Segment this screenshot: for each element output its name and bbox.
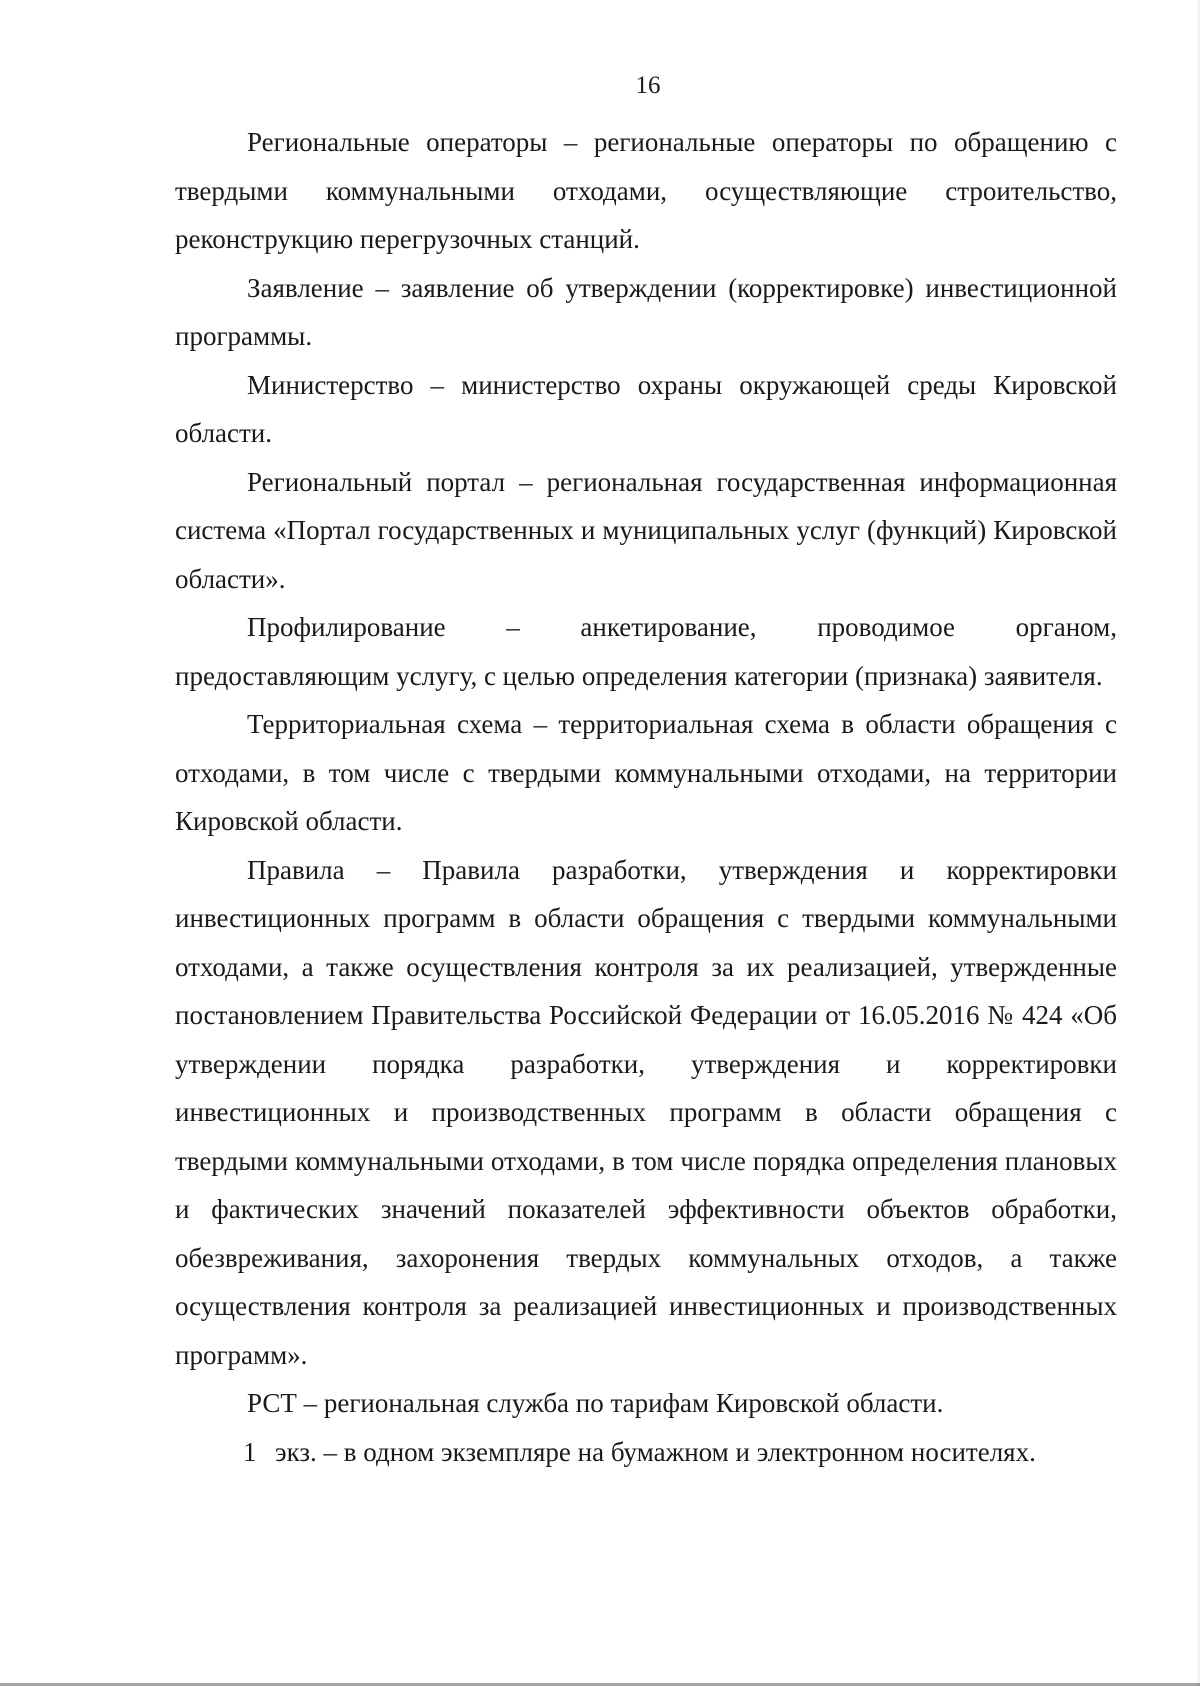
- definition-territorial-scheme: Территориальная схема – территориальная схема в области обращения с отходами, в том числе с твердыми коммунальными отходами, на территории Кировской области.: [175, 709, 1117, 836]
- document-body: [175, 118, 1117, 1476]
- definition-regional-operators: Региональные операторы – региональные операторы по обращению с твердыми коммунальными отходами, осуществляющие строительство, реконструкцию перегрузочных станций.: [175, 127, 1117, 254]
- definition-application: Заявление – заявление об утверждении (корректировке) инвестиционной программы.: [175, 272, 1117, 351]
- definition-rules: Правила – Правила разработки, утверждения и корректировки инвестиционных программ в области обращения с твердыми коммунальными отходами, а также осуществления контроля за их реализацией, утвержденные постановлением Правительства Российской Федерации от 16.05.2016 № 424 «Об утверждении порядка разработки, утверждения и корректировки инвестиционных и производственных программ в области обращения с твердыми коммунальными отходами, в том числе порядка определения плановых и фактических значений показателей эффективности объектов обработки, обезвреживания, захоронения твердых коммунальных отходов, а также осуществления контроля за реализацией инвестиционных и производственных программ».: [175, 854, 1117, 1370]
- definition-ministry: Министерство – министерство охраны окружающей среды Кировской области.: [175, 369, 1117, 448]
- page-number: 16: [635, 72, 661, 99]
- scan-edge-right: [1196, 0, 1200, 1686]
- definition-rst: РСТ – региональная служба по тарифам Кировской области.: [247, 1388, 944, 1418]
- copy-definition-text: экз. – в одном экземпляре на бумажном и электронном носителях.: [275, 1436, 1036, 1467]
- definition-regional-portal: Региональный портал – региональная государственная информационная система «Портал государственных и муниципальных услуг (функций) Кировской области».: [175, 466, 1117, 594]
- definition-one-copy: [243, 1428, 1117, 1477]
- definition-profiling: Профилирование – анкетирование, проводимое органом, предоставляющим услугу, с целью определения категории (признака) заявителя.: [175, 612, 1117, 691]
- copy-count: 1: [243, 1436, 257, 1467]
